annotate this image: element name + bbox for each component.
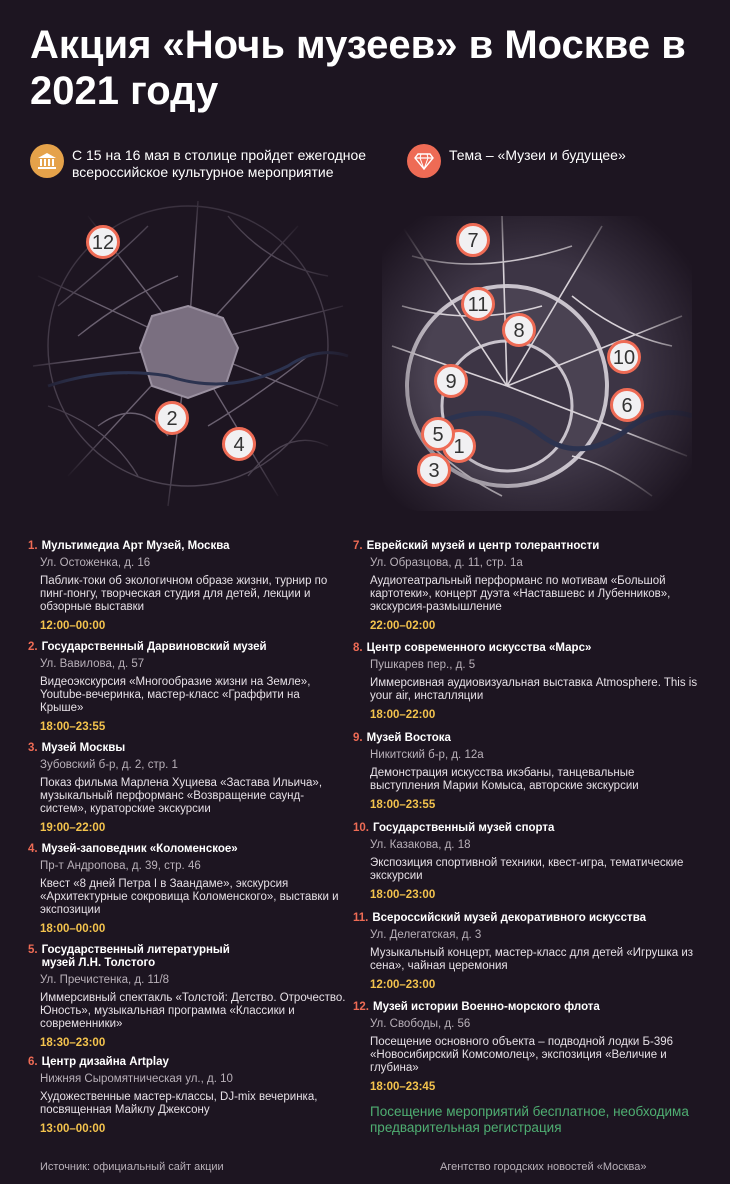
museum-hours: 18:00–23:55 (370, 799, 436, 811)
museum-description: Посещение основного объекта – подводной лодки Б-396 «Новосибирский Комсомолец», экспозиция «Величие и глубина» (370, 1036, 674, 1074)
museum-hours: 18:00–23:55 (40, 721, 106, 733)
map-marker-2[interactable] (154, 400, 190, 436)
museum-address: Никитский б-р, д. 12а (370, 749, 484, 761)
museum-number: 5. (28, 944, 38, 956)
museum-address: Ул. Казакова, д. 18 (370, 839, 471, 851)
museum-hours: 18:00–00:00 (40, 923, 106, 935)
museum-item (28, 540, 346, 641)
museum-name: Еврейский музей и центр толерантности (366, 540, 600, 552)
museum-number: 7. (353, 540, 363, 552)
museum-description: Музыкальный концерт, мастер-класс для детей «Игрушка из сена», чайная церемония (370, 947, 694, 972)
museum-number: 1. (28, 540, 38, 552)
museum-address: Пушкарев пер., д. 5 (370, 659, 476, 671)
museum-description: Иммерсивная аудиовизуальная выставка Atmosphere. This is your air, инсталляции (370, 677, 698, 702)
map-marker-4[interactable] (221, 426, 257, 462)
marker-label-4: 4 (233, 434, 245, 456)
source-credit: Источник: официальный сайт акции (40, 1161, 224, 1173)
museum-address: Ул. Образцова, д. 11, стр. 1а (370, 557, 523, 569)
museum-hours: 12:00–23:00 (370, 979, 436, 991)
museum-name: Государственный литературный музей Л.Н. Толстого (41, 944, 230, 969)
intro-date (30, 144, 380, 181)
agency-credit: Агентство городских новостей «Москва» (440, 1161, 647, 1173)
marker-label-5: 5 (432, 424, 444, 446)
museum-item (28, 742, 346, 843)
map-marker-9[interactable] (433, 363, 469, 399)
map-marker-8[interactable] (501, 312, 537, 348)
intro-theme-text: Тема – «Музеи и будущее» (449, 147, 626, 163)
museum-name: Музей истории Военно-морского флота (373, 1001, 600, 1013)
museum-item (353, 1001, 698, 1094)
marker-label-8: 8 (513, 320, 525, 342)
museum-address: Пр-т Андропова, д. 39, стр. 46 (40, 860, 201, 872)
museum-item (353, 822, 698, 912)
marker-label-9: 9 (445, 371, 457, 393)
museum-number: 12. (353, 1001, 369, 1013)
museum-hours: 19:00–22:00 (40, 822, 106, 834)
map-center (372, 196, 692, 511)
museum-description: Показ фильма Марлена Хуциева «Застава Ильича», музыкальный перформанс «Возвращение саунд-систем», кураторские экскурсии (40, 777, 323, 815)
museum-item (353, 642, 698, 732)
museum-number: 11. (353, 912, 369, 924)
museum-hours: 18:00–22:00 (370, 709, 436, 721)
free-admission-note: Посещение мероприятий бесплатное, необходима предварительная регистрация (370, 1104, 689, 1135)
museum-item (353, 540, 698, 642)
map-marker-11[interactable] (460, 286, 496, 322)
museum-description: Видеоэкскурсия «Многообразие жизни на Земле», Youtube-вечеринка, мастер-класс «Граффити на Крыше» (40, 676, 311, 714)
museum-address: Ул. Свободы, д. 56 (370, 1018, 471, 1030)
museum-description: Паблик-токи об экологичном образе жизни, турнир по пинг-понгу, творческая студия для детей, лекции и обзорные выставки (40, 575, 328, 613)
marker-label-1: 1 (453, 436, 465, 458)
museum-address: Ул. Вавилова, д. 57 (40, 658, 145, 670)
museum-address: Зубовский б-р, д. 2, стр. 1 (40, 759, 178, 771)
museum-name: Мультимедиа Арт Музей, Москва (41, 540, 230, 552)
museum-description: Экспозиция спортивной техники, квест-игра, тематические экскурсии (370, 857, 684, 882)
intro-theme (407, 144, 707, 178)
museum-address: Нижняя Сыромятническая ул., д. 10 (40, 1073, 233, 1085)
museum-item (28, 944, 346, 1056)
museum-description: Демонстрация искусства икэбаны, танцевальные выступления Марии Комыса, авторские экскурсии (370, 767, 639, 792)
museum-item (353, 912, 698, 1001)
museum-item (353, 732, 698, 822)
map-marker-7[interactable] (455, 222, 491, 258)
museum-description: Иммерсивный спектакль «Толстой: Детство. Отрочество. Юность», музыкальная программа «Классики и современники» (40, 992, 346, 1030)
map-marker-6[interactable] (609, 387, 645, 423)
museum-name: Всероссийский музей декоративного искусства (372, 912, 647, 924)
map-moscow (28, 196, 350, 511)
marker-label-11: 11 (467, 294, 489, 316)
museum-address: Ул. Делегатская, д. 3 (370, 929, 482, 941)
museum-description: Аудиотеатральный перформанс по мотивам «Большой картотеки», концерт дуэта «Наставшевс и Лубенников», экскурсия-размышление (370, 575, 671, 613)
museum-number: 6. (28, 1056, 38, 1068)
marker-label-2: 2 (166, 408, 178, 430)
museum-list-right (353, 540, 698, 1094)
museum-number: 4. (28, 843, 38, 855)
museum-description: Квест «8 дней Петра I в Заандаме», экскурсия «Архитектурные сокровища Коломенского», выставки и экспозиции (40, 878, 339, 916)
museum-list-left (28, 540, 346, 1136)
map-marker-5[interactable] (420, 416, 456, 452)
museum-name: Музей Москвы (41, 742, 126, 754)
museum-number: 9. (353, 732, 363, 744)
marker-label-3: 3 (428, 460, 440, 482)
marker-label-10: 10 (612, 347, 636, 369)
museum-hours: 18:00–23:00 (370, 889, 436, 901)
museum-address: Ул. Остоженка, д. 16 (40, 557, 151, 569)
marker-label-7: 7 (467, 230, 479, 252)
museum-name: Центр современного искусства «Марс» (366, 642, 592, 654)
museum-hours: 22:00–02:00 (370, 620, 436, 632)
marker-label-12: 12 (91, 232, 115, 254)
museum-item (28, 641, 346, 742)
museum-hours: 13:00–00:00 (40, 1123, 106, 1135)
map-marker-12[interactable] (85, 224, 121, 260)
museum-item (28, 1056, 346, 1136)
museum-icon (30, 144, 64, 178)
museum-number: 2. (28, 641, 38, 653)
map-marker-10[interactable] (606, 339, 642, 375)
museum-name: Музей Востока (366, 732, 451, 744)
diamond-icon (407, 144, 441, 178)
page-title: Акция «Ночь музеев» в Москве в 2021 году (30, 23, 686, 113)
museum-description: Художественные мастер-классы, DJ-mix вечеринка, посвященная Майклу Джексону (40, 1091, 318, 1116)
museum-hours: 18:30–23:00 (40, 1037, 106, 1049)
intro-date-text: С 15 на 16 мая в столице пройдет ежегодное всероссийское культурное мероприятие (72, 147, 367, 180)
museum-item (28, 843, 346, 944)
museum-number: 3. (28, 742, 38, 754)
museum-number: 8. (353, 642, 363, 654)
map-marker-3[interactable] (416, 452, 452, 488)
museum-address: Ул. Пречистенка, д. 11/8 (40, 974, 170, 986)
museum-name: Государственный музей спорта (373, 822, 555, 834)
museum-hours: 12:00–00:00 (40, 620, 106, 632)
marker-label-6: 6 (621, 395, 633, 417)
museum-hours: 18:00–23:45 (370, 1081, 436, 1093)
museum-number: 10. (353, 822, 369, 834)
museum-name: Музей-заповедник «Коломенское» (41, 843, 238, 855)
museum-name: Центр дизайна Artplay (41, 1056, 169, 1068)
museum-name: Государственный Дарвиновский музей (41, 641, 267, 653)
